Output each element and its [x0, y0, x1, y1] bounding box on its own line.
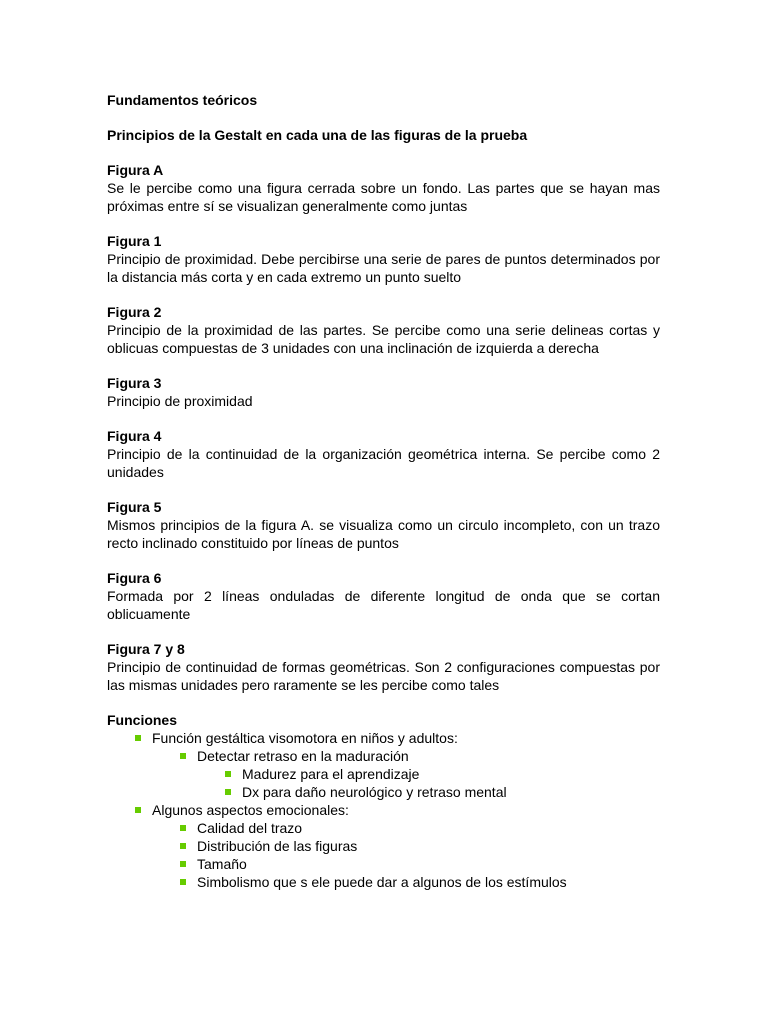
section-figura-7-y-8	[107, 640, 660, 694]
list-item	[107, 729, 660, 747]
section-figura-1	[107, 232, 660, 286]
list-item	[107, 873, 660, 891]
section-heading: Figura 7 y 8	[107, 641, 185, 657]
section-text: Mismos principios de la figura A. se visualiza como un circulo incompleto, con un trazo recto inclinado constituido por líneas de puntos	[107, 517, 660, 551]
square-bullet-icon	[135, 735, 141, 741]
document-body	[107, 91, 660, 891]
list-item	[107, 765, 660, 783]
section-text: Principio de proximidad	[107, 393, 253, 409]
section-text: Principio de proximidad. Debe percibirse una serie de pares de puntos determinados por la distancia más corta y en cada extremo un punto suelto	[107, 251, 660, 285]
list-item-text: Calidad del trazo	[197, 820, 303, 836]
section-text: Principio de la continuidad de la organización geométrica interna. Se percibe como 2 unidades	[107, 446, 660, 480]
section-heading: Figura 3	[107, 375, 162, 391]
list-item-text: Función gestáltica visomotora en niños y adultos:	[152, 730, 458, 746]
list-item-text: Simbolismo que s ele puede dar a algunos de los estímulos	[197, 874, 567, 890]
list-item-text: Dx para daño neurológico y retraso mental	[242, 784, 507, 800]
list-item	[107, 783, 660, 801]
section-figura-a	[107, 161, 660, 215]
section-figura-2	[107, 303, 660, 357]
list-item	[107, 747, 660, 765]
section-funciones	[107, 711, 660, 891]
square-bullet-icon	[135, 807, 141, 813]
section-text: Principio de la proximidad de las partes. Se percibe como una serie delineas cortas y oblicuas compuestas de 3 unidades con una inclinación de izquierda a derecha	[107, 322, 660, 356]
square-bullet-icon	[225, 789, 231, 795]
section-heading: Figura 1	[107, 233, 162, 249]
functions-list	[107, 729, 660, 891]
square-bullet-icon	[180, 825, 186, 831]
list-item-text: Tamaño	[197, 856, 247, 872]
list-item	[107, 855, 660, 873]
section-text: Principio de continuidad de formas geométricas. Son 2 configuraciones compuestas por las mismas unidades pero raramente se les percibe como tales	[107, 659, 660, 693]
section-text: Se le percibe como una figura cerrada sobre un fondo. Las partes que se hayan mas próximas entre sí se visualizan generalmente como juntas	[107, 180, 660, 214]
section-heading: Figura 4	[107, 428, 162, 444]
document-title: Fundamentos teóricos	[107, 92, 258, 108]
square-bullet-icon	[180, 861, 186, 867]
square-bullet-icon	[180, 879, 186, 885]
list-item-text: Distribución de las figuras	[197, 838, 358, 854]
list-item	[107, 801, 660, 819]
functions-heading: Funciones	[107, 712, 178, 728]
section-figura-6	[107, 569, 660, 623]
list-item	[107, 837, 660, 855]
section-heading: Figura 5	[107, 499, 162, 515]
section-heading: Figura 6	[107, 570, 162, 586]
square-bullet-icon	[225, 771, 231, 777]
section-figura-5	[107, 498, 660, 552]
section-heading: Figura 2	[107, 304, 162, 320]
list-item-text: Madurez para el aprendizaje	[242, 766, 420, 782]
section-text: Formada por 2 líneas onduladas de diferente longitud de onda que se cortan oblicuamente	[107, 588, 660, 622]
list-item-text: Algunos aspectos emocionales:	[152, 802, 349, 818]
list-item	[107, 819, 660, 837]
section-heading: Figura A	[107, 162, 164, 178]
document-subtitle: Principios de la Gestalt en cada una de las figuras de la prueba	[107, 127, 528, 143]
square-bullet-icon	[180, 753, 186, 759]
list-item-text: Detectar retraso en la maduración	[197, 748, 409, 764]
section-figura-3	[107, 374, 660, 410]
section-figura-4	[107, 427, 660, 481]
square-bullet-icon	[180, 843, 186, 849]
